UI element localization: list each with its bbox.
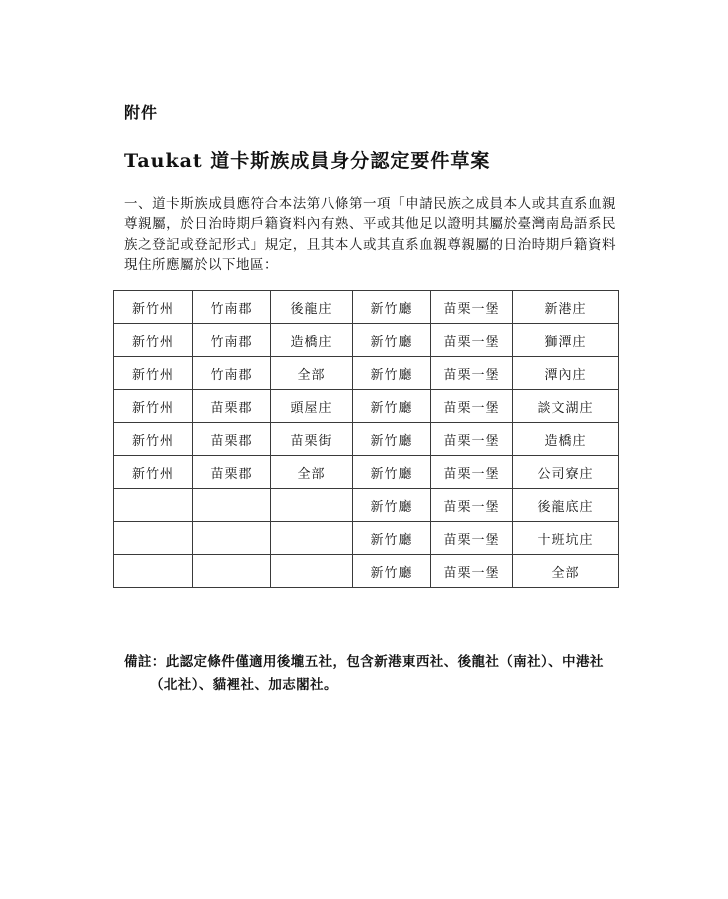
table-cell: 造橋庄 (513, 423, 619, 456)
table-cell: 苗栗郡 (193, 390, 271, 423)
table-row (114, 522, 619, 555)
table-cell (193, 522, 271, 555)
table-cell (271, 555, 353, 588)
table-cell: 全部 (271, 456, 353, 489)
table-cell: 新竹廳 (353, 357, 431, 390)
table-cell: 新竹廳 (353, 555, 431, 588)
table-cell (193, 555, 271, 588)
table-cell: 談文湖庄 (513, 390, 619, 423)
table-row (114, 324, 619, 357)
table-cell: 新竹廳 (353, 390, 431, 423)
table-cell (271, 522, 353, 555)
district-table (113, 290, 619, 588)
table-cell: 苗栗郡 (193, 456, 271, 489)
table-cell: 苗栗一堡 (431, 489, 513, 522)
table-cell (193, 489, 271, 522)
table-cell: 全部 (513, 555, 619, 588)
table-row (114, 357, 619, 390)
table-cell: 新竹州 (114, 357, 193, 390)
table-cell (114, 489, 193, 522)
table-cell: 新竹州 (114, 291, 193, 324)
table-cell (271, 489, 353, 522)
intro-paragraph: 一、道卡斯族成員應符合本法第八條第一項「申請民族之成員本人或其直系血親尊親屬，於日治時期戶籍資料內有熟、平或其他足以證明其屬於臺灣南島語系民族之登記或登記形式」規定，且其本人或其直系血親尊親屬的日治時期戶籍資料現住所應屬於以下地區： (124, 196, 616, 274)
document-title: Taukat 道卡斯族成員身分認定要件草案 (124, 150, 491, 172)
table-cell: 全部 (271, 357, 353, 390)
table-cell: 竹南郡 (193, 357, 271, 390)
table-cell: 苗栗一堡 (431, 423, 513, 456)
table-cell: 苗栗一堡 (431, 522, 513, 555)
table-cell (114, 555, 193, 588)
table-row (114, 291, 619, 324)
table-cell: 公司寮庄 (513, 456, 619, 489)
table-cell: 頭屋庄 (271, 390, 353, 423)
table-row (114, 489, 619, 522)
table-cell: 造橋庄 (271, 324, 353, 357)
table-cell: 新竹廳 (353, 423, 431, 456)
table-cell: 苗栗一堡 (431, 291, 513, 324)
table-cell: 新竹廳 (353, 522, 431, 555)
table-cell: 苗栗街 (271, 423, 353, 456)
table-cell: 新竹州 (114, 324, 193, 357)
table-cell: 苗栗郡 (193, 423, 271, 456)
table-cell: 新竹廳 (353, 324, 431, 357)
table-cell: 十班坑庄 (513, 522, 619, 555)
table-cell: 苗栗一堡 (431, 456, 513, 489)
table-cell: 潭內庄 (513, 357, 619, 390)
table-cell: 苗栗一堡 (431, 555, 513, 588)
table-cell: 後龍庄 (271, 291, 353, 324)
table-cell: 新竹州 (114, 390, 193, 423)
table-cell: 苗栗一堡 (431, 324, 513, 357)
table-row (114, 555, 619, 588)
table-row (114, 390, 619, 423)
attachment-label: 附件 (124, 103, 159, 122)
district-table-body (114, 291, 619, 588)
table-cell: 獅潭庄 (513, 324, 619, 357)
table-row (114, 423, 619, 456)
note-block (124, 651, 624, 697)
note-line-2: （北社）、貓裡社、加志閣社。 (150, 677, 338, 693)
table-cell: 新港庄 (513, 291, 619, 324)
table-row (114, 456, 619, 489)
table-cell: 新竹州 (114, 456, 193, 489)
table-cell: 新竹廳 (353, 456, 431, 489)
table-cell: 竹南郡 (193, 324, 271, 357)
table-cell: 苗栗一堡 (431, 357, 513, 390)
table-cell (114, 522, 193, 555)
table-cell: 竹南郡 (193, 291, 271, 324)
note-line-1: 備註：此認定條件僅適用後壠五社，包含新港東西社、後龍社（南社）、中港社 (124, 654, 604, 670)
table-cell: 新竹廳 (353, 291, 431, 324)
table-cell: 苗栗一堡 (431, 390, 513, 423)
table-cell: 新竹州 (114, 423, 193, 456)
table-cell: 新竹廳 (353, 489, 431, 522)
table-cell: 後龍底庄 (513, 489, 619, 522)
